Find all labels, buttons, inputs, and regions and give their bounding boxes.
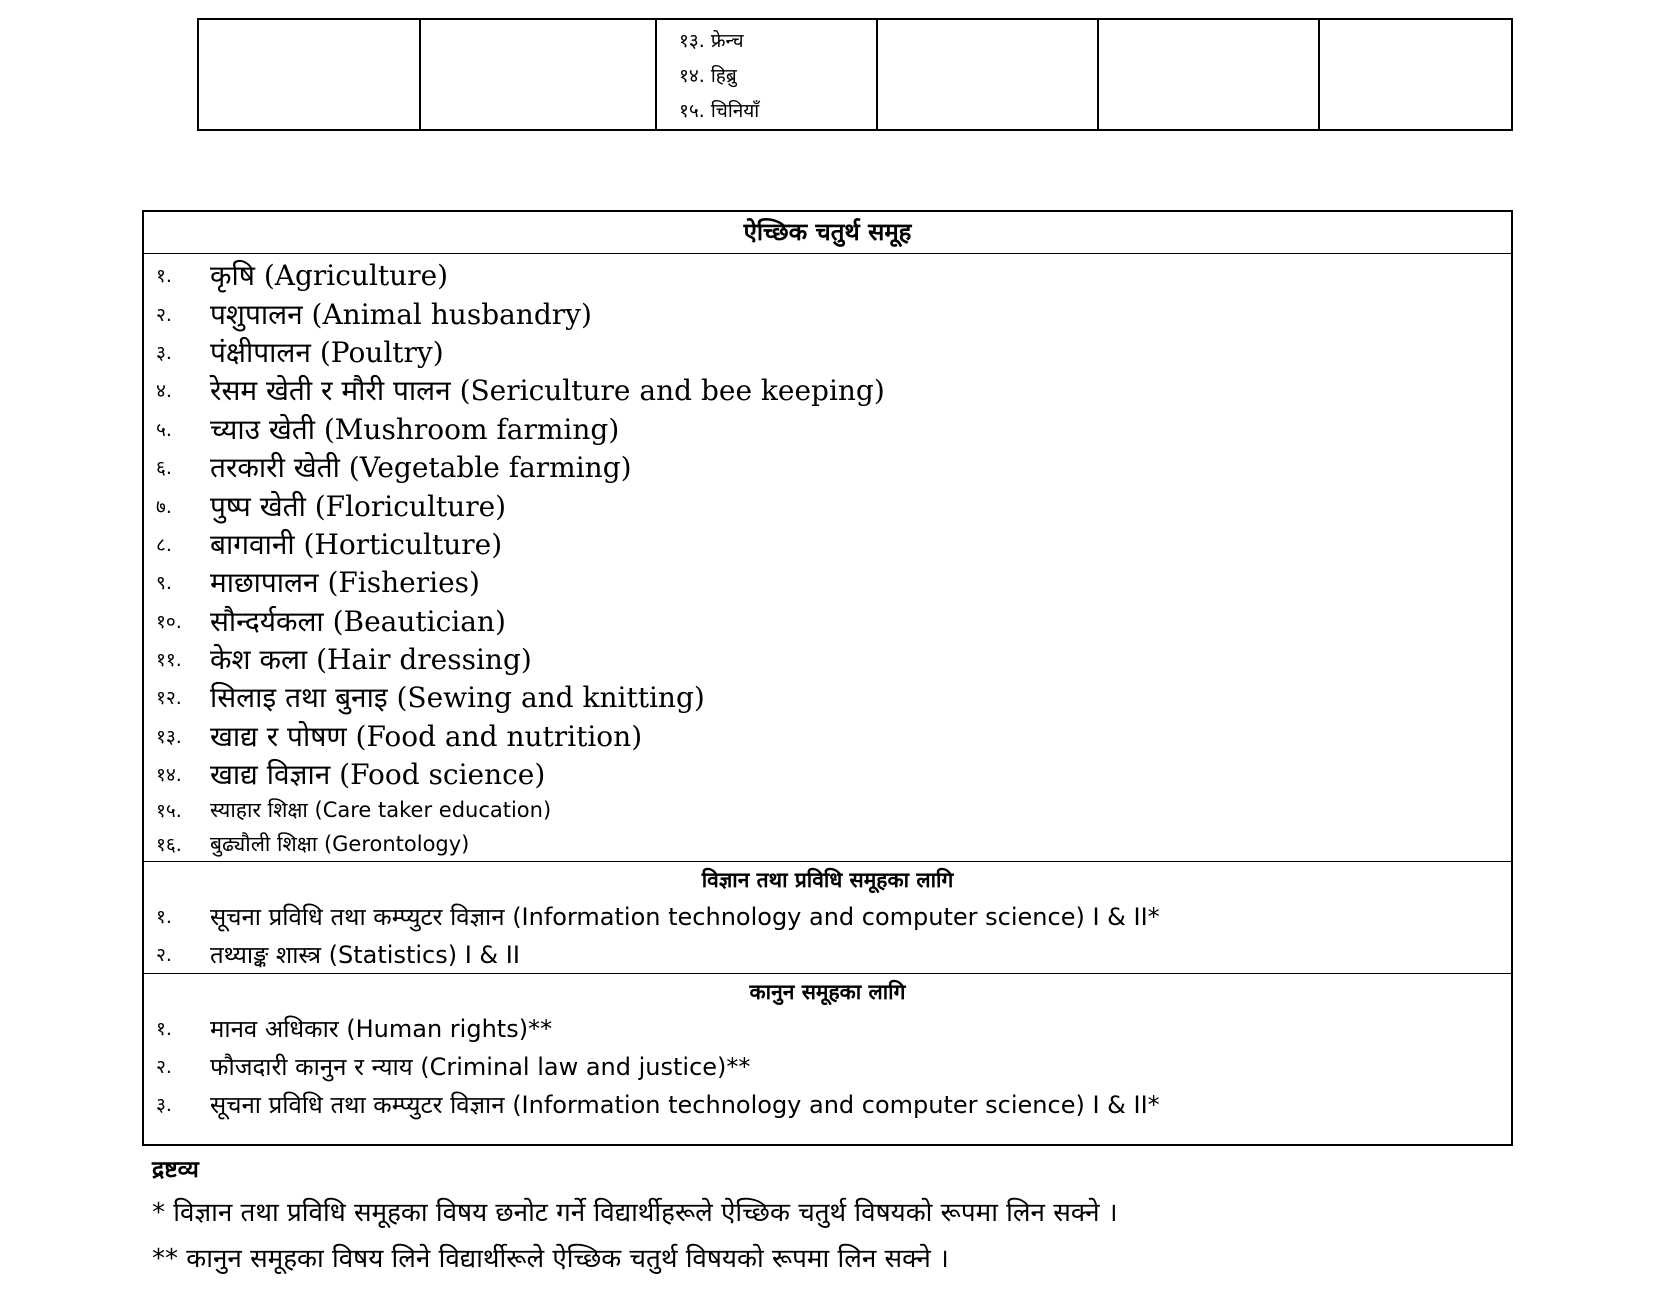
item-number: २. — [156, 944, 172, 967]
law-group-title: कानुन समूहका लागि — [144, 973, 1511, 1009]
item-number: ७. — [156, 495, 172, 518]
list-item — [144, 602, 1511, 640]
table-cell — [1319, 19, 1512, 130]
list-item — [144, 897, 1511, 935]
item-text: पशुपालन (Animal husbandry) — [210, 297, 592, 331]
optional-fourth-list — [144, 254, 1511, 861]
table-row — [198, 19, 1512, 130]
table-cell — [420, 19, 656, 130]
science-group-list — [144, 897, 1511, 973]
item-number: १०. — [156, 610, 182, 633]
item-number: १. — [156, 265, 172, 288]
item-number: ६. — [156, 457, 172, 480]
item-text: बुढ्यौली शिक्षा (Gerontology) — [210, 832, 470, 857]
item-number: ४. — [156, 380, 172, 403]
item-number: २. — [156, 303, 172, 326]
list-item — [144, 1009, 1511, 1047]
item-text: तरकारी खेती (Vegetable farming) — [210, 451, 632, 485]
item-text: फौजदारी कानुन र न्याय (Criminal law and justice)** — [210, 1052, 751, 1081]
item-text: मानव अधिकार (Human rights)** — [210, 1014, 553, 1043]
item-number: २. — [156, 1056, 172, 1079]
list-item — [144, 256, 1511, 294]
list-item — [144, 1047, 1511, 1085]
item-number: १४. — [156, 764, 182, 787]
item-number: ३. — [156, 1094, 172, 1117]
item-number: १२. — [156, 687, 182, 710]
list-item — [144, 717, 1511, 755]
item-text: कृषि (Agriculture) — [210, 259, 449, 293]
item-number: १६. — [156, 834, 182, 857]
list-item — [144, 827, 1511, 861]
item-number: ९. — [156, 572, 172, 595]
list-item — [144, 525, 1511, 563]
item-text: पुष्प खेती (Floriculture) — [210, 489, 507, 523]
table-cell-languages — [656, 19, 877, 130]
item-text: खाद्य विज्ञान (Food science) — [210, 758, 546, 792]
item-text: केश कला (Hair dressing) — [210, 643, 532, 677]
item-text: स्याहार शिक्षा (Care taker education) — [210, 798, 552, 823]
notes-section — [152, 1150, 1118, 1282]
list-item — [144, 640, 1511, 678]
item-number: ८. — [156, 533, 172, 556]
item-number: ३. — [156, 341, 172, 364]
note-line: ** कानुन समूहका विषय लिने विद्यार्थीरूले ऐच्छिक चतुर्थ विषयको रूपमा लिन सक्ने । — [152, 1244, 949, 1274]
list-item: १३. फ्रेन्च — [679, 30, 744, 52]
table-cell — [877, 19, 1098, 130]
list-item — [144, 448, 1511, 486]
list-item — [144, 563, 1511, 601]
list-item — [144, 371, 1511, 409]
list-item: १४. हिब्रु — [679, 65, 737, 87]
optional-subjects-box — [142, 210, 1513, 1146]
item-text: पंक्षीपालन (Poultry) — [210, 335, 444, 369]
item-text: सिलाइ तथा बुनाइ (Sewing and knitting) — [210, 681, 705, 715]
item-number: १. — [156, 1018, 172, 1041]
list-item — [144, 333, 1511, 371]
table-cell — [1098, 19, 1319, 130]
list-item — [144, 1085, 1511, 1123]
item-number: १. — [156, 906, 172, 929]
item-text: माछापालन (Fisheries) — [210, 566, 480, 600]
item-text: बागवानी (Horticulture) — [210, 527, 503, 561]
item-text: तथ्याङ्क शास्त्र (Statistics) I & II — [210, 940, 520, 969]
list-item: १५. चिनियाँ — [679, 100, 760, 122]
item-number: ५. — [156, 418, 172, 441]
notes-title: द्रष्टव्य — [152, 1157, 199, 1183]
item-number: १३. — [156, 725, 182, 748]
item-text: सौन्दर्यकला (Beautician) — [210, 604, 506, 638]
list-item — [144, 793, 1511, 827]
table-cell — [198, 19, 420, 130]
item-number: ११. — [156, 649, 182, 672]
optional-fourth-title: ऐच्छिक चतुर्थ समूह — [144, 212, 1511, 254]
item-text: च्याउ खेती (Mushroom farming) — [210, 412, 620, 446]
list-item — [144, 755, 1511, 793]
list-item — [144, 410, 1511, 448]
language-list — [657, 20, 876, 129]
item-text: रेसम खेती र मौरी पालन (Sericulture and bee keeping) — [210, 374, 885, 408]
law-group-list — [144, 1009, 1511, 1123]
list-item — [144, 678, 1511, 716]
list-item — [144, 486, 1511, 524]
list-item — [144, 294, 1511, 332]
list-item — [144, 935, 1511, 973]
item-text: सूचना प्रविधि तथा कम्प्युटर विज्ञान (Information technology and computer science) I & II* — [210, 902, 1160, 931]
item-number: १५. — [156, 800, 182, 823]
note-line: * विज्ञान तथा प्रविधि समूहका विषय छनोट गर्ने विद्यार्थीहरूले ऐच्छिक चतुर्थ विषयको रूपमा लिन सक्ने । — [152, 1198, 1118, 1228]
top-table-fragment — [197, 18, 1513, 131]
item-text: सूचना प्रविधि तथा कम्प्युटर विज्ञान (Information technology and computer science) I & II* — [210, 1090, 1160, 1119]
science-group-title: विज्ञान तथा प्रविधि समूहका लागि — [144, 861, 1511, 897]
item-text: खाद्य र पोषण (Food and nutrition) — [210, 719, 643, 753]
